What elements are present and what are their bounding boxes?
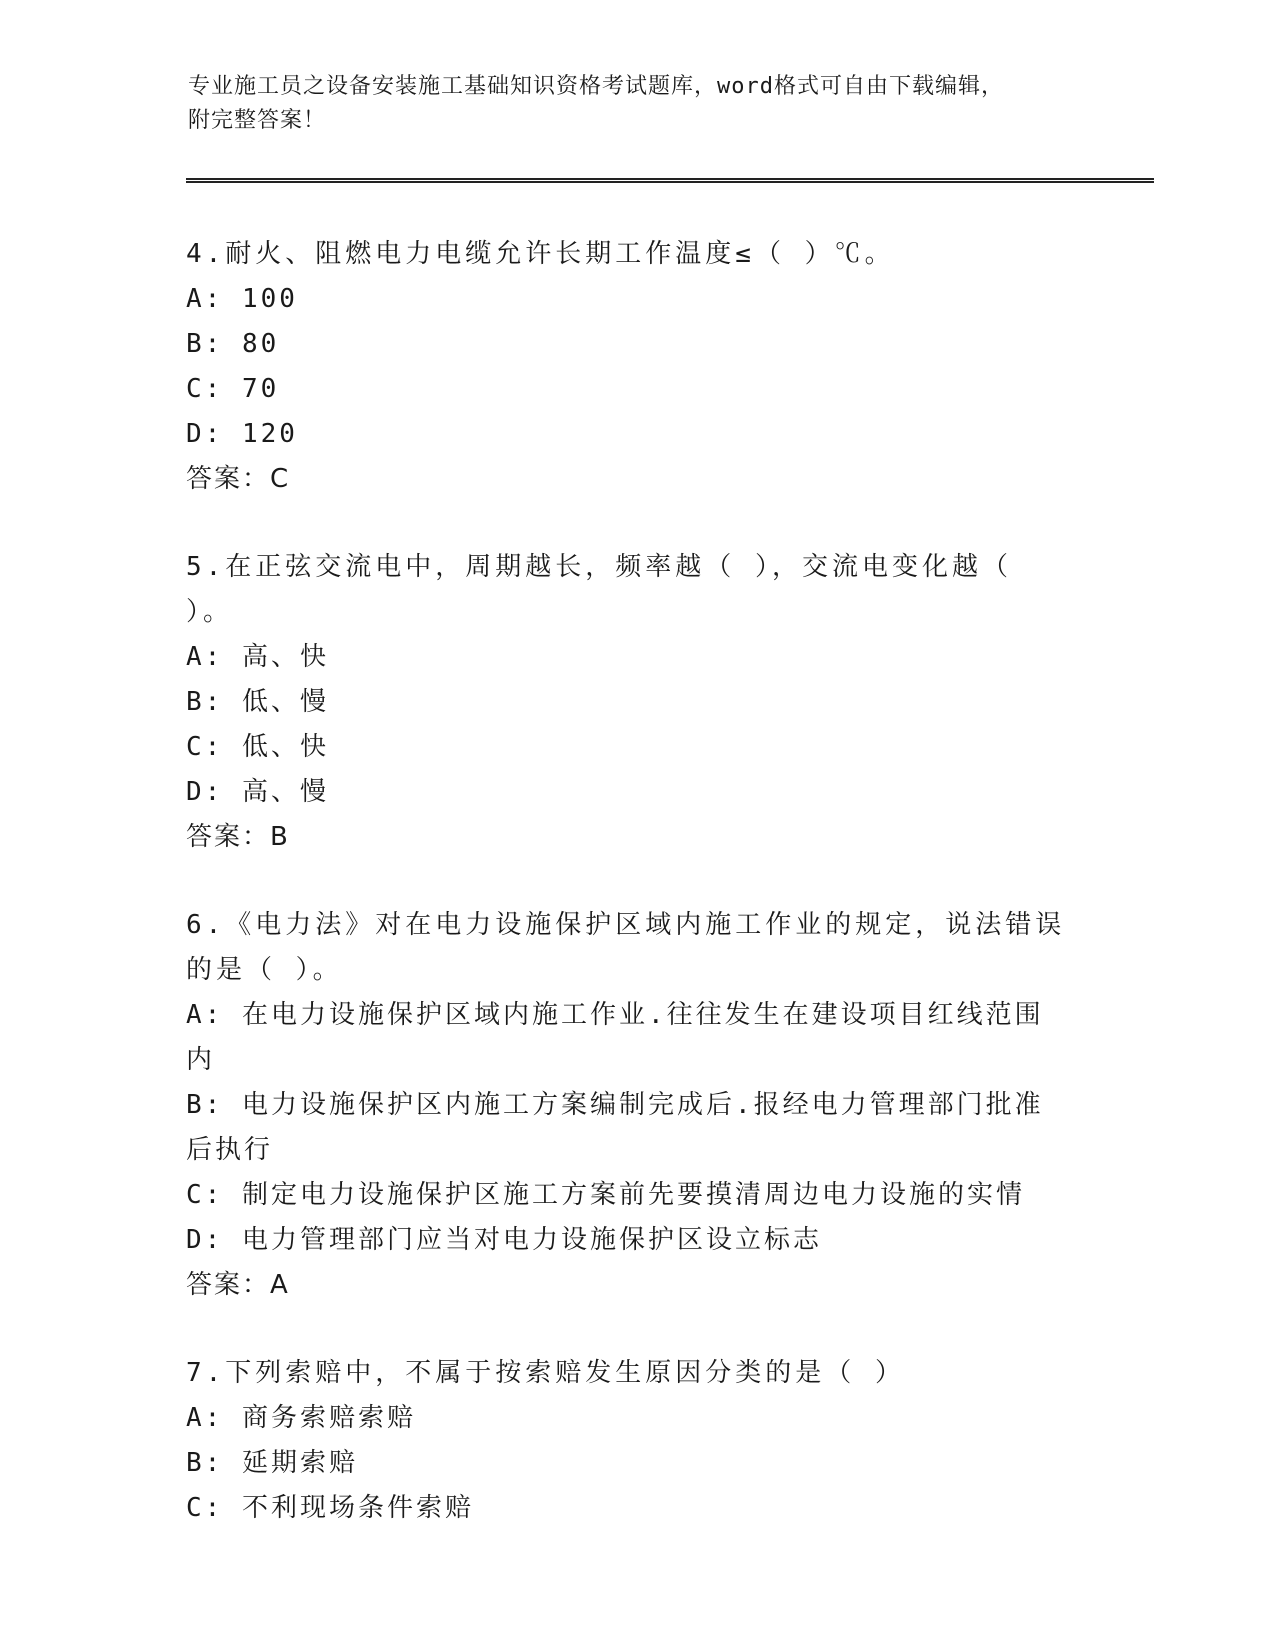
- option-b: B: 延期索赔: [186, 1448, 358, 1478]
- option-a: A: 高、快: [186, 642, 329, 672]
- document-header: [188, 70, 1068, 138]
- option-c: C: 制定电力设施保护区施工方案前先要摸清周边电力设施的实情: [186, 1180, 1025, 1210]
- question-5: [186, 545, 1066, 860]
- question-6: [186, 903, 1066, 1308]
- option-a: A: 100: [186, 284, 298, 314]
- option-c: C: 不利现场条件索赔: [186, 1493, 474, 1523]
- question-stem: 5.在正弦交流电中，周期越长，频率越（ ），交流电变化越（ ）。: [186, 552, 1012, 627]
- option-c: C: 低、快: [186, 732, 329, 762]
- option-b: B: 电力设施保护区内施工方案编制完成后.报经电力管理部门批准后执行: [186, 1090, 1044, 1165]
- option-d: D: 高、慢: [186, 777, 329, 807]
- option-d: D: 电力管理部门应当对电力设施保护区设立标志: [186, 1225, 822, 1255]
- header-line-2: 附完整答案！: [188, 108, 327, 133]
- option-d: D: 120: [186, 419, 298, 449]
- question-4: [186, 232, 1066, 502]
- answer-line: 答案：B: [186, 822, 290, 852]
- question-stem: 7.下列索赔中，不属于按索赔发生原因分类的是（ ）: [186, 1358, 905, 1388]
- question-7: [186, 1351, 1066, 1531]
- header-divider: [186, 178, 1154, 183]
- answer-line: 答案：A: [186, 1270, 290, 1300]
- question-stem: 4.耐火、阻燃电力电缆允许长期工作温度≤（ ）℃。: [186, 239, 895, 269]
- answer-line: 答案：C: [186, 464, 291, 494]
- option-b: B: 低、慢: [186, 687, 329, 717]
- option-c: C: 70: [186, 374, 280, 404]
- option-b: B: 80: [186, 329, 280, 359]
- option-a: A: 在电力设施保护区域内施工作业.往往发生在建设项目红线范围内: [186, 1000, 1044, 1075]
- question-stem: 6.《电力法》对在电力设施保护区域内施工作业的规定，说法错误的是（ ）。: [186, 910, 1066, 985]
- header-line-1: 专业施工员之设备安装施工基础知识资格考试题库，word格式可自由下载编辑，: [188, 74, 1004, 99]
- question-list: [186, 232, 1066, 1574]
- option-a: A: 商务索赔索赔: [186, 1403, 416, 1433]
